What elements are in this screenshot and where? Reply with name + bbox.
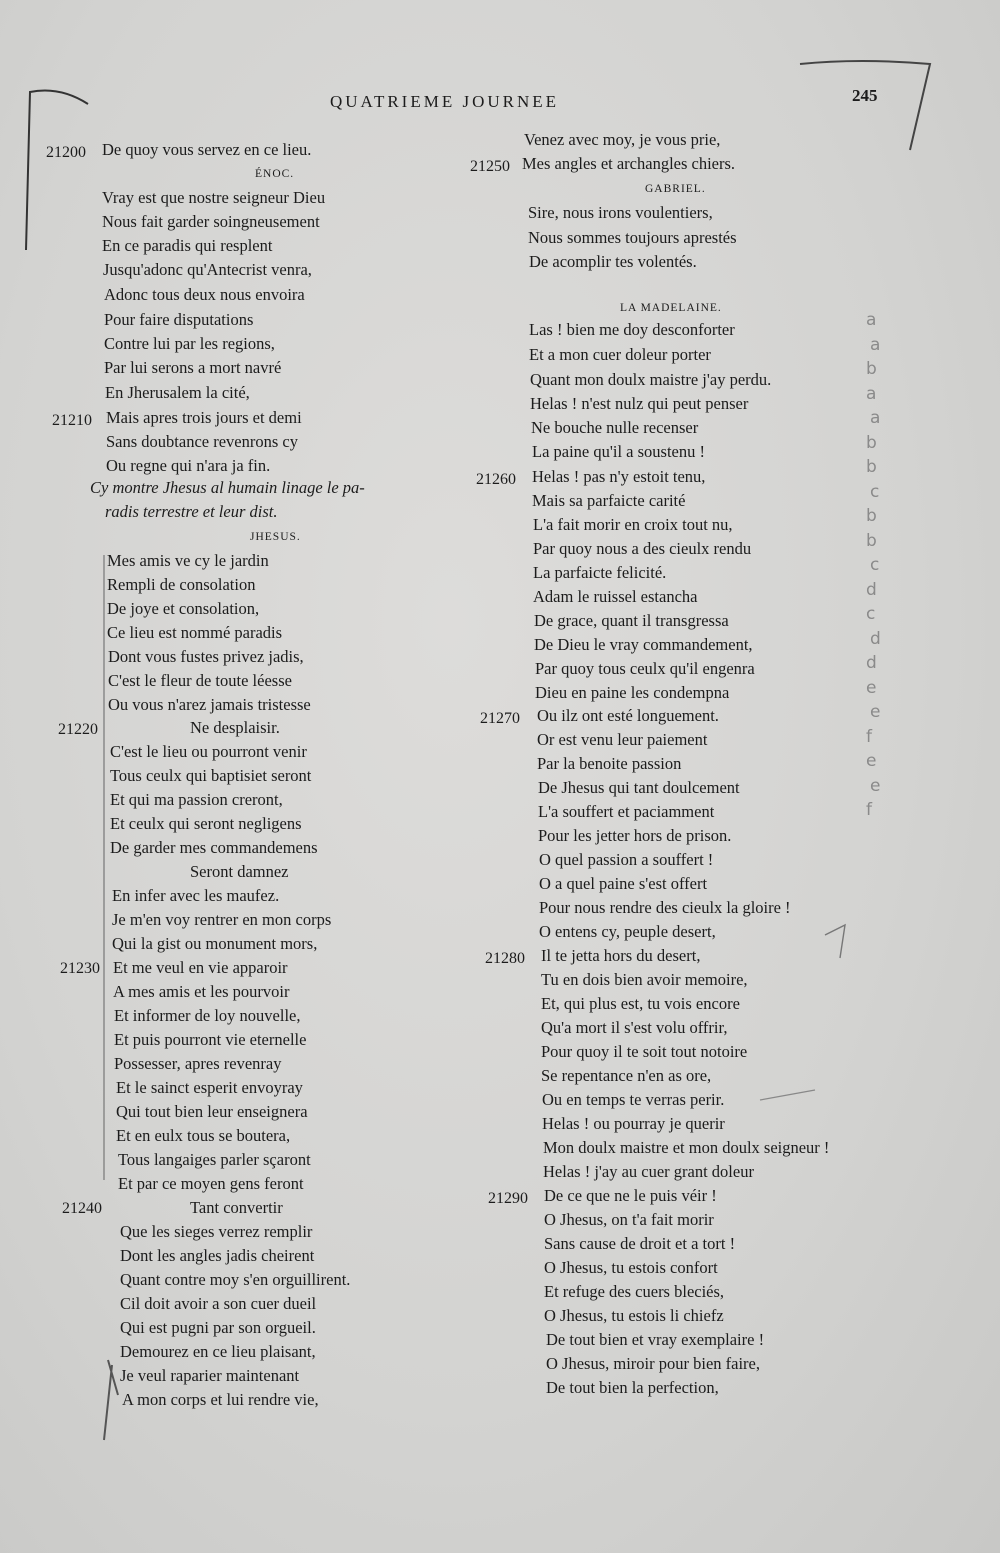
verse-line: O Jhesus, tu estois li chiefz	[544, 1306, 724, 1325]
verse-line: Rempli de consolation	[107, 575, 256, 594]
rhyme-letter: c	[870, 481, 880, 502]
verse-line: O a quel paine s'est offert	[539, 874, 708, 893]
verse-line: Ne desplaisir.	[190, 718, 280, 737]
verse-line: De joye et consolation,	[107, 599, 260, 618]
verse-line: A mes amis et les pourvoir	[113, 982, 290, 1001]
verse-line: Et par ce moyen gens feront	[118, 1174, 304, 1193]
verse-line: Sire, nous irons voulentiers,	[528, 203, 713, 222]
rhyme-letter: b	[866, 457, 877, 477]
verse-line: Possesser, apres revenray	[114, 1054, 282, 1073]
verse-line: La parfaicte felicité.	[533, 563, 667, 582]
rhyme-letter: c	[866, 604, 876, 624]
verse-line: Seront damnez	[190, 862, 289, 881]
page-number: 245	[852, 86, 878, 105]
verse-line: Mon doulx maistre et mon doulx seigneur !	[543, 1138, 830, 1157]
verse-line: Mais apres trois jours et demi	[106, 408, 302, 427]
rhyme-letter: b	[866, 530, 877, 551]
verse-line: Or est venu leur paiement	[537, 730, 708, 749]
verse-line: Tous ceulx qui baptisiet seront	[110, 766, 312, 785]
verse-line: O Jhesus, tu estois confort	[544, 1258, 718, 1277]
verse-line: Et, qui plus est, tu vois encore	[541, 994, 740, 1013]
line-number: 21220	[58, 721, 98, 738]
verse-line: C'est le fleur de toute léesse	[108, 671, 292, 690]
verse-line: Helas ! j'ay au cuer grant doleur	[543, 1162, 754, 1181]
line-number: 21280	[485, 950, 525, 967]
rhyme-letter: e	[870, 775, 881, 796]
verse-line: De garder mes commandemens	[110, 838, 318, 857]
verse-line: Que les sieges verrez remplir	[120, 1222, 313, 1241]
verse-line: En ce paradis qui resplent	[102, 236, 273, 255]
verse-line: Et me veul en vie apparoir	[113, 958, 288, 977]
verse-line: Tu en dois bien avoir memoire,	[541, 970, 748, 989]
line-number: 21260	[476, 471, 516, 488]
rhyme-letter: a	[866, 383, 877, 404]
rhyme-letter: a	[870, 408, 881, 428]
line-number: 21290	[488, 1190, 528, 1207]
verse-line: Pour quoy il te soit tout notoire	[541, 1042, 748, 1061]
verse-line: Et puis pourront vie eternelle	[114, 1030, 307, 1049]
verse-line: Nous fait garder soingneusement	[102, 212, 320, 231]
verse-line: O quel passion a souffert !	[539, 850, 714, 869]
verse-line: Qui est pugni par son orgueil.	[120, 1318, 316, 1337]
verse-line: Mais sa parfaicte carité	[532, 491, 686, 510]
verse-line: Qui la gist ou monument mors,	[112, 934, 318, 953]
line-number: 21240	[62, 1200, 102, 1217]
verse-line: Quant mon doulx maistre j'ay perdu.	[530, 370, 772, 389]
verse-line: Ou regne qui n'ara ja fin.	[106, 456, 271, 475]
rhyme-letter: d	[866, 653, 877, 673]
verse-line: Sans cause de droit et a tort !	[544, 1234, 736, 1253]
line-number: 21230	[60, 960, 100, 977]
rhyme-letter: a	[870, 334, 881, 355]
verse-line: Adonc tous deux nous envoira	[104, 285, 305, 304]
verse-line: Dont vous fustes privez jadis,	[108, 647, 304, 666]
verse-line: Ce lieu est nommé paradis	[107, 623, 283, 642]
speaker-name: GABRIEL.	[645, 183, 706, 195]
verse-line: Ne bouche nulle recenser	[531, 418, 699, 437]
verse-line: Jusqu'adonc qu'Antecrist venra,	[103, 260, 312, 279]
verse-line: Se repentance n'en as ore,	[541, 1066, 712, 1085]
verse-line: L'a souffert et paciamment	[538, 802, 715, 821]
stage-direction: radis terrestre et leur dist.	[105, 502, 278, 521]
rhyme-letter: a	[866, 310, 877, 330]
verse-line: Par lui serons a mort navré	[104, 358, 282, 377]
verse-line: Ou ilz ont esté longuement.	[537, 706, 719, 725]
running-header: QUATRIEME JOURNEE	[330, 92, 560, 111]
rhyme-letter: e	[870, 702, 881, 722]
verse-line: Pour les jetter hors de prison.	[538, 826, 732, 845]
verse-line: De Jhesus qui tant doulcement	[538, 778, 740, 797]
speaker-name: JHESUS.	[250, 531, 301, 543]
verse-line: Demourez en ce lieu plaisant,	[120, 1342, 316, 1361]
verse-line: Nous sommes toujours aprestés	[528, 228, 737, 247]
verse-line: Tant convertir	[190, 1198, 283, 1217]
verse-line: Par quoy nous a des cieulx rendu	[533, 539, 752, 558]
verse-line: O Jhesus, on t'a fait morir	[544, 1210, 714, 1229]
rhyme-letter: b	[866, 359, 877, 379]
verse-line: Helas ! pas n'y estoit tenu,	[532, 467, 706, 486]
verse-line: En Jherusalem la cité,	[105, 383, 250, 402]
verse-line: Et ceulx qui seront negligens	[110, 814, 302, 833]
verse-line: Qui tout bien leur enseignera	[116, 1102, 308, 1121]
verse-line: Par la benoite passion	[537, 754, 682, 773]
verse-line: De Dieu le vray commandement,	[534, 635, 753, 654]
verse-line: Mes angles et archangles chiers.	[522, 154, 736, 173]
verse-line: Et le sainct esperit envoyray	[116, 1078, 303, 1097]
verse-line: Je veul raparier maintenant	[120, 1366, 300, 1385]
verse-line: De tout bien la perfection,	[546, 1378, 719, 1397]
verse-line: Et qui ma passion creront,	[110, 790, 283, 809]
rhyme-letter: e	[866, 751, 877, 771]
verse-line: Cil doit avoir a son cuer dueil	[120, 1294, 317, 1313]
verse-line: De grace, quant il transgressa	[534, 611, 729, 630]
verse-line: C'est le lieu ou pourront venir	[110, 742, 307, 761]
verse-line: La paine qu'il a soustenu !	[532, 442, 705, 461]
verse-line: Tous langaiges parler sçaront	[118, 1150, 311, 1169]
verse-line: Helas ! ou pourray je querir	[542, 1114, 725, 1133]
rhyme-letter: c	[870, 555, 880, 575]
verse-line: Il te jetta hors du desert,	[541, 946, 701, 965]
verse-line: Et en eulx tous se boutera,	[116, 1126, 291, 1145]
line-number: 21200	[46, 144, 86, 161]
rhyme-letter: f	[866, 800, 872, 820]
speaker-name: ÉNOC.	[255, 168, 295, 180]
verse-line: Ou en temps te verras perir.	[542, 1090, 725, 1109]
verse-line: Ou vous n'arez jamais tristesse	[108, 695, 311, 714]
stage-direction: Cy montre Jhesus al humain linage le pa-	[90, 478, 365, 497]
verse-line: Je m'en voy rentrer en mon corps	[112, 910, 332, 929]
verse-line: Las ! bien me doy desconforter	[529, 320, 735, 339]
line-number: 21270	[480, 710, 520, 727]
verse-line: Dont les angles jadis cheirent	[120, 1246, 315, 1265]
verse-line: L'a fait morir en croix tout nu,	[533, 515, 733, 534]
verse-line: A mon corps et lui rendre vie,	[122, 1390, 319, 1409]
rhyme-letter: b	[866, 432, 877, 453]
verse-line: Helas ! n'est nulz qui peut penser	[530, 394, 749, 413]
verse-line: Et informer de loy nouvelle,	[114, 1006, 301, 1025]
verse-line: De quoy vous servez en ce lieu.	[102, 140, 312, 159]
verse-line: Contre lui par les regions,	[104, 334, 275, 353]
verse-line: En infer avec les maufez.	[112, 886, 280, 905]
verse-line: Mes amis ve cy le jardin	[107, 551, 269, 570]
verse-line: O entens cy, peuple desert,	[539, 922, 716, 941]
rhyme-letter: e	[866, 677, 877, 698]
speaker-name: LA MADELAINE.	[620, 302, 722, 314]
verse-line: Vray est que nostre seigneur Dieu	[102, 188, 326, 207]
verse-line: De tout bien et vray exemplaire !	[546, 1330, 765, 1349]
verse-line: O Jhesus, miroir pour bien faire,	[546, 1354, 760, 1373]
rhyme-letter: d	[866, 579, 877, 600]
verse-line: Par quoy tous ceulx qu'il engenra	[535, 659, 755, 678]
verse-line: Venez avec moy, je vous prie,	[524, 130, 721, 149]
verse-line: Sans doubtance revenrons cy	[106, 432, 298, 451]
verse-line: De acomplir tes volentés.	[529, 252, 697, 271]
line-number: 21250	[470, 158, 510, 175]
line-number: 21210	[52, 412, 92, 429]
verse-line: Pour nous rendre des cieulx la gloire !	[539, 898, 791, 917]
verse-line: Quant contre moy s'en orguillirent.	[120, 1270, 351, 1289]
verse-line: Adam le ruissel estancha	[533, 587, 698, 606]
verse-line: Et a mon cuer doleur porter	[529, 345, 711, 364]
rhyme-letter: f	[866, 726, 872, 747]
verse-line: Pour faire disputations	[104, 310, 254, 329]
verse-line: Qu'a mort il s'est volu offrir,	[541, 1018, 728, 1037]
verse-line: Dieu en paine les condempna	[535, 683, 730, 702]
verse-line: De ce que ne le puis véir !	[544, 1186, 717, 1205]
rhyme-letter: d	[870, 628, 881, 649]
verse-line: Et refuge des cuers bleciés,	[544, 1282, 725, 1301]
rhyme-letter: b	[866, 506, 877, 526]
